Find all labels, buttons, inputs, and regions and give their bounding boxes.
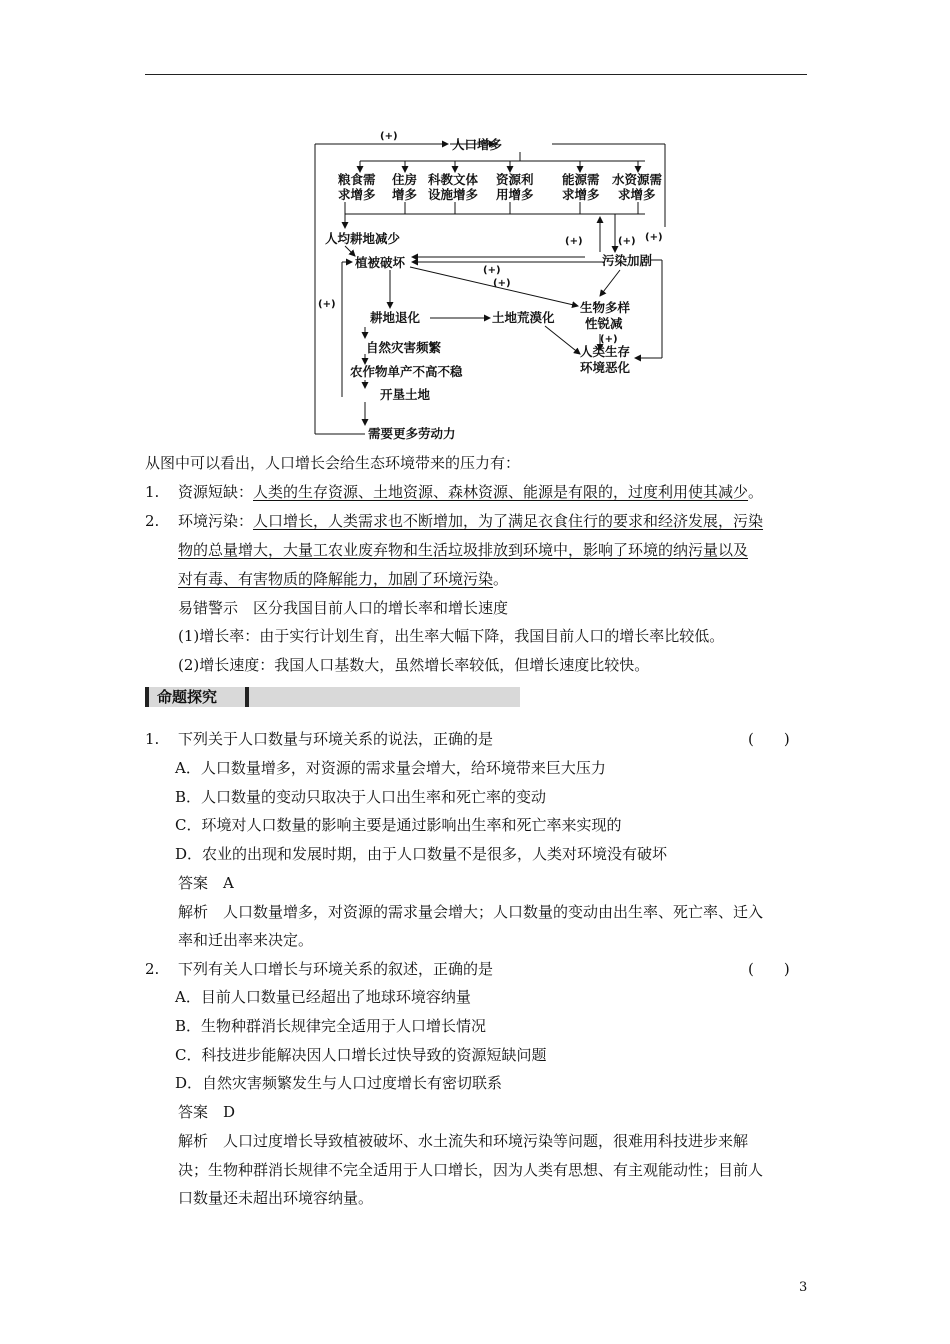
point-text: 人口增长，人类需求也不断增加，为了满足衣食住行的要求和经济发展，污染 [253, 512, 764, 530]
analysis: 口数量还未超出环境容纳量。 [178, 1189, 374, 1207]
node-labor: 需要更多劳动力 [368, 426, 456, 441]
warning-item: (1)增长率：由于实行计划生育，出生率大幅下降，我国目前人口的增长率比较低。 [178, 627, 725, 645]
section-bar-right [245, 687, 249, 707]
question-number: 2. [145, 960, 160, 978]
node-energy-need: 能源需 [562, 172, 600, 187]
answer-bracket: ( ) [748, 960, 790, 978]
answer-bracket: ( ) [748, 730, 790, 748]
point-number: 2. [145, 512, 160, 530]
point-2 [145, 510, 763, 532]
option-a: A．人口数量增多，对资源的需求量会增大，给环境带来巨大压力 [175, 759, 606, 777]
intro-text: 从图中可以看出，人口增长会给生态环境带来的压力有： [145, 454, 521, 472]
point-number: 1. [145, 483, 160, 501]
node-pollution: 污染加剧 [602, 253, 653, 268]
analysis: 决；生物种群消长规律不完全适用于人口增长，因为人类有思想、有主观能动性；目前人 [178, 1161, 764, 1179]
point-1 [145, 481, 763, 503]
plus-label: (+) [565, 236, 583, 247]
plus-label: (+) [318, 299, 336, 310]
node-biodiversity-2: 性锐减 [585, 316, 623, 331]
header-rule [145, 74, 807, 75]
point-label: 环境污染： [178, 512, 254, 530]
node-energy-need-2: 求增多 [562, 187, 600, 202]
point-end: 。 [493, 570, 509, 588]
plus-label: (+) [483, 265, 501, 276]
node-vegetation: 植被破坏 [355, 255, 406, 270]
option-c: C．科技进步能解决因人口增长过快导致的资源短缺问题 [175, 1046, 547, 1064]
node-resource-use-2: 用增多 [496, 187, 534, 202]
node-disaster: 自然灾害频繁 [366, 340, 442, 355]
plus-label: (+) [645, 232, 663, 243]
node-housing: 住房 [392, 172, 418, 187]
warning-title: 易错警示 区分我国目前人口的增长率和增长速度 [178, 599, 509, 617]
point-text: 物的总量增大，大量工农业废弃物和生活垃圾排放到环境中，影响了环境的纳污量以及 [178, 541, 749, 559]
node-water-need: 水资源需 [612, 172, 663, 187]
population-environment-diagram [300, 122, 680, 447]
option-d: D．农业的出现和发展时期，由于人口数量不是很多，人类对环境没有破坏 [175, 845, 668, 863]
node-housing-2: 增多 [392, 187, 418, 202]
analysis: 解析 人口数量增多，对资源的需求量会增大；人口数量的变动由出生率、死亡率、迁入 [178, 903, 764, 921]
node-per-capita-land: 人均耕地减少 [325, 231, 401, 246]
question-stem: 下列关于人口数量与环境关系的说法，正确的是 [178, 730, 494, 748]
node-resource-use: 资源利 [496, 172, 534, 187]
section-title: 命题探究 [157, 688, 218, 706]
point-end: 。 [748, 483, 764, 501]
node-education: 科教文体 [428, 172, 479, 187]
node-water-need-2: 求增多 [618, 187, 656, 202]
page-number: 3 [799, 1280, 808, 1295]
answer: 答案 D [178, 1103, 236, 1121]
node-reclaim: 开垦土地 [380, 387, 431, 402]
question-1-stem [145, 728, 493, 750]
section-bar-left [145, 687, 149, 707]
plus-label: (+) [600, 334, 618, 345]
point-label: 资源短缺： [178, 483, 254, 501]
question-2-stem [145, 958, 493, 980]
question-stem: 下列有关人口增长与环境关系的叙述，正确的是 [178, 960, 494, 978]
node-food-need: 粮食需 [338, 172, 376, 187]
option-c: C．环境对人口数量的影响主要是通过影响出生率和死亡率来实现的 [175, 816, 622, 834]
option-b: B．生物种群消长规律完全适用于人口增长情况 [175, 1017, 487, 1035]
answer: 答案 A [178, 874, 234, 892]
plus-label: (+) [493, 278, 511, 289]
option-d: D．自然灾害频繁发生与人口过度增长有密切联系 [175, 1074, 503, 1092]
question-number: 1. [145, 730, 160, 748]
point-text: 对有毒、有害物质的降解能力，加剧了环境污染 [178, 570, 494, 588]
analysis: 解析 人口过度增长导致植被破坏、水土流失和环境污染等问题，很难用科技进步来解 [178, 1132, 749, 1150]
node-human-env: 人类生存 [580, 344, 631, 359]
option-b: B．人口数量的变动只取决于人口出生率和死亡率的变动 [175, 788, 547, 806]
node-farmland: 耕地退化 [370, 310, 421, 325]
node-population-increase: 人口增多 [452, 137, 503, 152]
node-desert: 土地荒漠化 [492, 310, 555, 325]
node-crop-yield: 农作物单产不高不稳 [350, 364, 463, 379]
plus-label: (+) [380, 131, 398, 142]
node-biodiversity: 生物多样 [580, 300, 631, 315]
plus-label: (+) [618, 236, 636, 247]
node-food-need-2: 求增多 [338, 187, 376, 202]
point-text-last [178, 568, 508, 590]
warning-item: (2)增长速度：我国人口基数大，虽然增长率较低，但增长速度比较快。 [178, 656, 650, 674]
analysis: 率和迁出率来决定。 [178, 931, 314, 949]
option-a: A．目前人口数量已经超出了地球环境容纳量 [175, 988, 471, 1006]
node-human-env-2: 环境恶化 [580, 360, 631, 375]
node-education-2: 设施增多 [428, 187, 479, 202]
section-header [145, 687, 520, 707]
point-text: 人类的生存资源、土地资源、森林资源、能源是有限的，过度利用使其减少 [253, 483, 749, 501]
